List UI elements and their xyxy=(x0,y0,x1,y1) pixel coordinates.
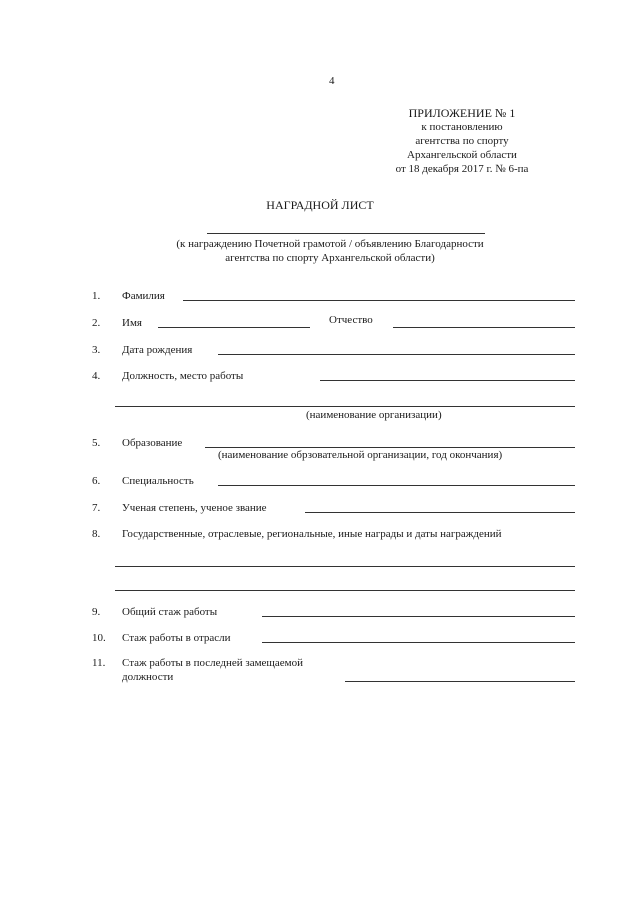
field-5-label: Образование xyxy=(122,437,183,449)
field-2-label: Имя xyxy=(122,317,142,329)
field-5-caption: (наименование обрзовательной организации, год окончания) xyxy=(218,449,503,461)
field-11-label-continued: должности xyxy=(122,671,174,683)
field-4-number: 4. xyxy=(92,370,101,382)
field-9-label: Общий стаж работы xyxy=(122,606,218,618)
field-8-line-1[interactable] xyxy=(115,566,575,567)
subtitle-line2: агентства по спорту Архангельской области) xyxy=(225,252,435,264)
field-8-label: Государственные, отраслевые, региональные, иные награды и даты награждений xyxy=(122,528,502,540)
field-4-label: Должность, место работы xyxy=(122,370,244,382)
appendix-line3: Архангельской области xyxy=(407,149,517,161)
field-8-number: 8. xyxy=(92,528,101,540)
field-5-line[interactable] xyxy=(205,447,575,448)
appendix-title: ПРИЛОЖЕНИЕ № 1 xyxy=(408,106,516,120)
field-2-patronymic-line[interactable] xyxy=(393,327,575,328)
field-6-label: Специальность xyxy=(122,475,194,487)
document-title: НАГРАДНОЙ ЛИСТ xyxy=(266,198,374,212)
field-2-number: 2. xyxy=(92,317,101,329)
field-7-label: Ученая степень, ученое звание xyxy=(122,502,267,514)
field-3-number: 3. xyxy=(92,344,101,356)
field-11-label: Стаж работы в последней замещаемой xyxy=(122,657,304,669)
field-9-line[interactable] xyxy=(262,616,575,617)
field-2-first-name-line[interactable] xyxy=(158,327,310,328)
field-8-line-2[interactable] xyxy=(115,590,575,591)
field-4-organization-line[interactable] xyxy=(115,406,575,407)
field-4-line[interactable] xyxy=(320,380,575,381)
field-7-line[interactable] xyxy=(305,512,575,513)
field-1-line[interactable] xyxy=(183,300,575,301)
field-10-number: 10. xyxy=(92,632,106,644)
field-9-number: 9. xyxy=(92,606,101,618)
field-7-number: 7. xyxy=(92,502,101,514)
field-1-label: Фамилия xyxy=(122,290,165,302)
appendix-line1: к постановлению xyxy=(421,121,503,133)
appendix-block xyxy=(372,106,552,176)
recipient-blank-line xyxy=(207,233,485,234)
field-6-number: 6. xyxy=(92,475,101,487)
field-11-number: 11. xyxy=(92,657,106,669)
page-number: 4 xyxy=(329,75,335,87)
field-10-label: Стаж работы в отрасли xyxy=(122,632,231,644)
field-5-number: 5. xyxy=(92,437,101,449)
field-10-line[interactable] xyxy=(262,642,575,643)
field-6-line[interactable] xyxy=(218,485,575,486)
appendix-line2: агентства по спорту xyxy=(415,135,509,147)
field-3-label: Дата рождения xyxy=(122,344,193,356)
field-2-label2: Отчество xyxy=(329,314,373,326)
field-1-number: 1. xyxy=(92,290,101,302)
subtitle-line1: (к награждению Почетной грамотой / объявлению Благодарности xyxy=(176,238,484,250)
field-4-caption: (наименование организации) xyxy=(306,409,442,421)
field-11-line[interactable] xyxy=(345,681,575,682)
appendix-line4: от 18 декабря 2017 г. № 6-па xyxy=(395,163,529,175)
subtitle xyxy=(140,237,520,265)
field-3-line[interactable] xyxy=(218,354,575,355)
